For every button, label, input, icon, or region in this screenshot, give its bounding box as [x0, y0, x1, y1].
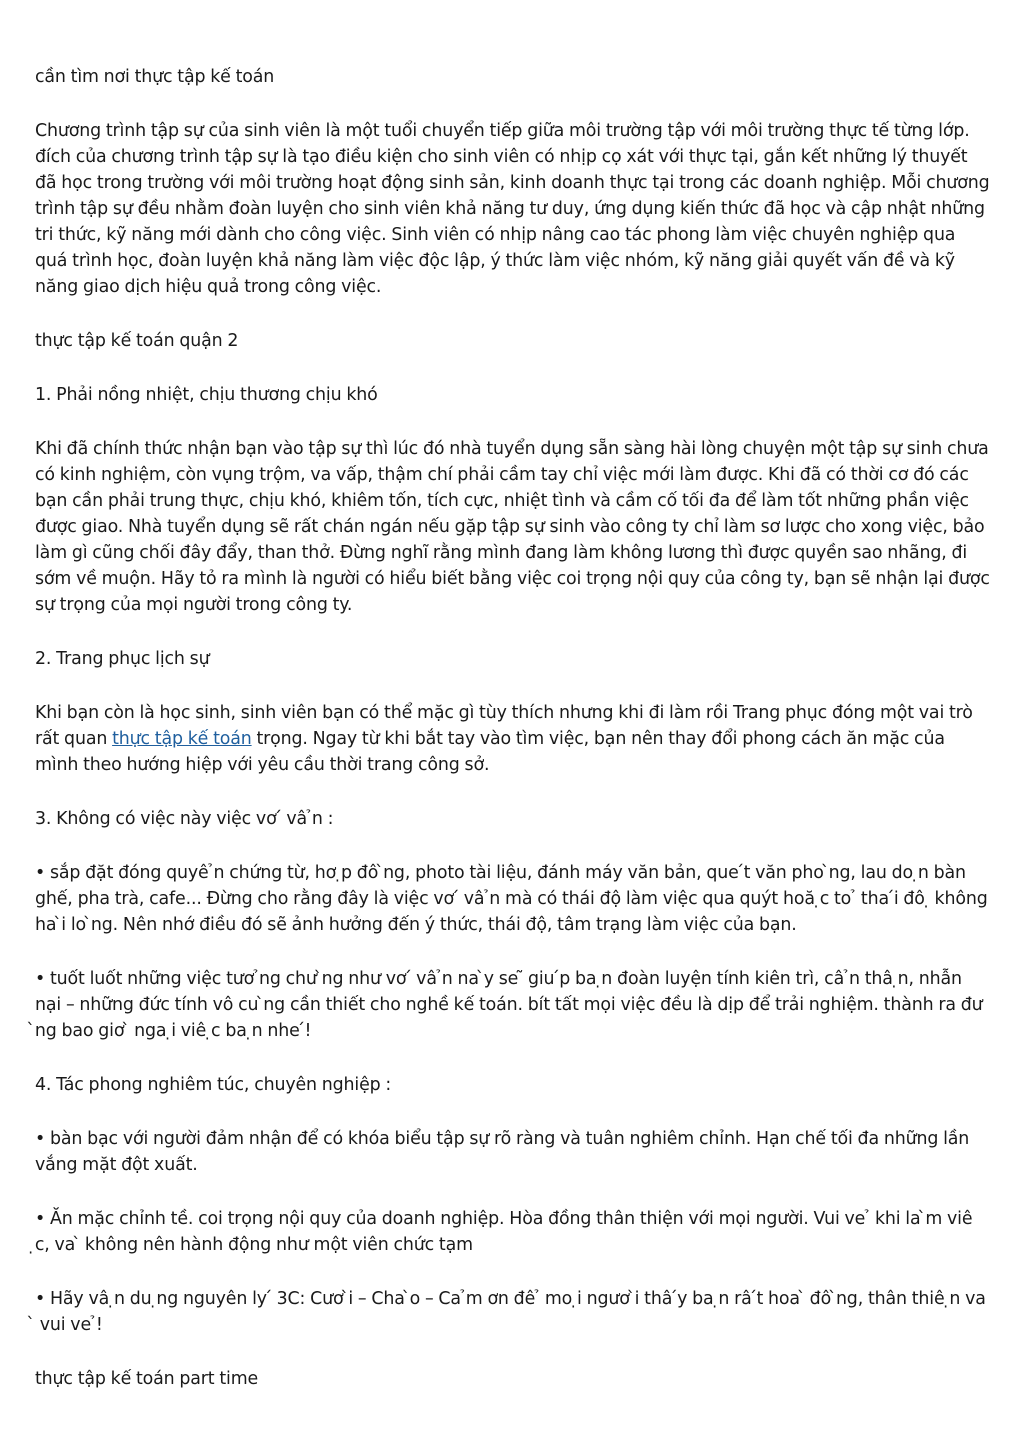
section-1-paragraph: Khi đã chính thức nhận bạn vào tập sự thì lúc đó nhà tuyển dụng sẵn sàng hài lòng chuyện một tập sự sinh chưa có kinh nghiệm, còn vụng trộm, va vấp, thậm chí phải cầm tay chỉ việc mới làm được. Khi đã có thời cơ đó các bạn cần phải trung thực, chịu khó, khiêm tốn, tích cực, nhiệt tình và cầm cố tối đa để làm tốt những phần việc được giao. Nhà tuyển dụng sẽ rất chán ngán nếu gặp tập sự sinh vào công ty chỉ làm sơ lược cho xong việc, bảo làm gì cũng chối đây đẩy, than thở. Đừng nghĩ rằng mình đang làm không lương thì được quyền sao nhãng, đi sớm về muộn. Hãy tỏ ra mình là người có hiểu biết bằng việc coi trọng nội quy của công ty, bạn sẽ nhận lại được sự trọng của mọi người trong công ty.	[35, 439, 990, 615]
parttime-heading: thực tập kế toán part time	[35, 1369, 259, 1389]
section-2-heading: 2. Trang phục lịch sự	[35, 649, 210, 669]
district-heading: thực tập kế toán quận 2	[35, 331, 239, 351]
section-3-bullet-1: • sắp đặt đóng quyê ̉n chứng từ, hơ ̣p đô ̀ng, photo tài liệu, đánh máy văn bản, que ́t văn pho ̀ng, lau do ̣n bàn ghế, pha trà, cafe... Đừng cho rằng đây là việc vơ ́ vâ ̉n mà có thái độ làm việc qua quýt hoă ̣c to ̉ tha ́i đô ̣ không ha ̀i lo ̀ng. Nên nhớ điều đó sẽ ảnh hưởng đến ý thức, thái độ, tâm trạng làm việc của bạn.	[35, 863, 988, 935]
intro-heading: cần tìm nơi thực tập kế toán	[35, 67, 275, 87]
document-body	[35, 64, 990, 1420]
section-4-bullet-3: • Hãy vâ ̣n du ̣ng nguyên ly ́ 3C: Cươ ̀i – Cha ̀o – Ca ̉m ơn đê ̉ mo ̣i ngươ ̀i thâ ́y ba ̣n râ ́t hoa ̀ đô ̀ng, thân thiê ̣n va ̀ vui ve ̉!	[35, 1289, 986, 1335]
section-3-bullet-2: • tuốt luốt những việc tươ ̉ng chư ̀ng như vơ ́ vâ ̉n na ̀y se ̃ giu ́p ba ̣n đoàn luyện tính kiên trì, câ ̉n thâ ̣n, nhẫn nại – những đức tính vô cu ̀ng cần thiết cho nghề kế toán. bít tất mọi việc đều là dịp để trải nghiệm. thành ra đư ̀ng bao giơ ̀ nga ̣i viê ̣c ba ̣n nhe ́!	[35, 969, 983, 1041]
section-2-paragraph	[35, 700, 990, 778]
section-1-heading: 1. Phải nồng nhiệt, chịu thương chịu khó	[35, 385, 378, 405]
section-4-heading: 4. Tác phong nghiêm túc, chuyên nghiệp :	[35, 1075, 392, 1095]
section-4-bullet-1: • bàn bạc với người đảm nhận để có khóa biểu tập sự rõ ràng và tuân nghiêm chỉnh. Hạn chế tối đa những lần vắng mặt đột xuất.	[35, 1129, 970, 1175]
accounting-internship-link[interactable]: thực tập kế toán	[112, 729, 252, 749]
intro-paragraph: Chương trình tập sự của sinh viên là một tuổi chuyển tiếp giữa môi trường tập với môi trường thực tế từng lớp. đích của chương trình tập sự là tạo điều kiện cho sinh viên có nhịp cọ xát với thực tại, gắn kết những lý thuyết đã học trong trường với môi trường hoạt động sinh sản, kinh doanh thực tại trong các doanh nghiệp. Mỗi chương trình tập sự đều nhằm đoàn luyện cho sinh viên khả năng tư duy, ứng dụng kiến thức đã học và cập nhật những tri thức, kỹ năng mới dành cho công việc. Sinh viên có nhịp nâng cao tác phong làm việc chuyên nghiệp qua quá trình học, đoàn luyện khả năng làm việc độc lập, ý thức làm việc nhóm, kỹ năng giải quyết vấn đề và kỹ năng giao dịch hiệu quả trong công việc.	[35, 121, 990, 297]
section-2-text-before: Khi bạn còn là học sinh, sinh viên bạn có thể mặc gì tùy thích nhưng khi đi làm rồi Trang phục đóng một vai trò rất quan	[35, 703, 973, 749]
section-4-bullet-2: • Ăn mặc chỉnh tề. coi trọng nội quy của doanh nghiệp. Hòa đồng thân thiện với mọi người. Vui ve ̉ khi la ̀m viê ̣c, va ̀ không nên hành động như một viên chức tạm	[35, 1209, 973, 1255]
section-2-text-after: trọng. Ngay từ khi bắt tay vào tìm việc, bạn nên thay đổi phong cách ăn mặc của mình theo hướng hiệp với yêu cầu thời trang công sở.	[35, 729, 945, 775]
section-3-heading: 3. Không có việc này việc vơ ́ vâ ̉n :	[35, 809, 334, 829]
